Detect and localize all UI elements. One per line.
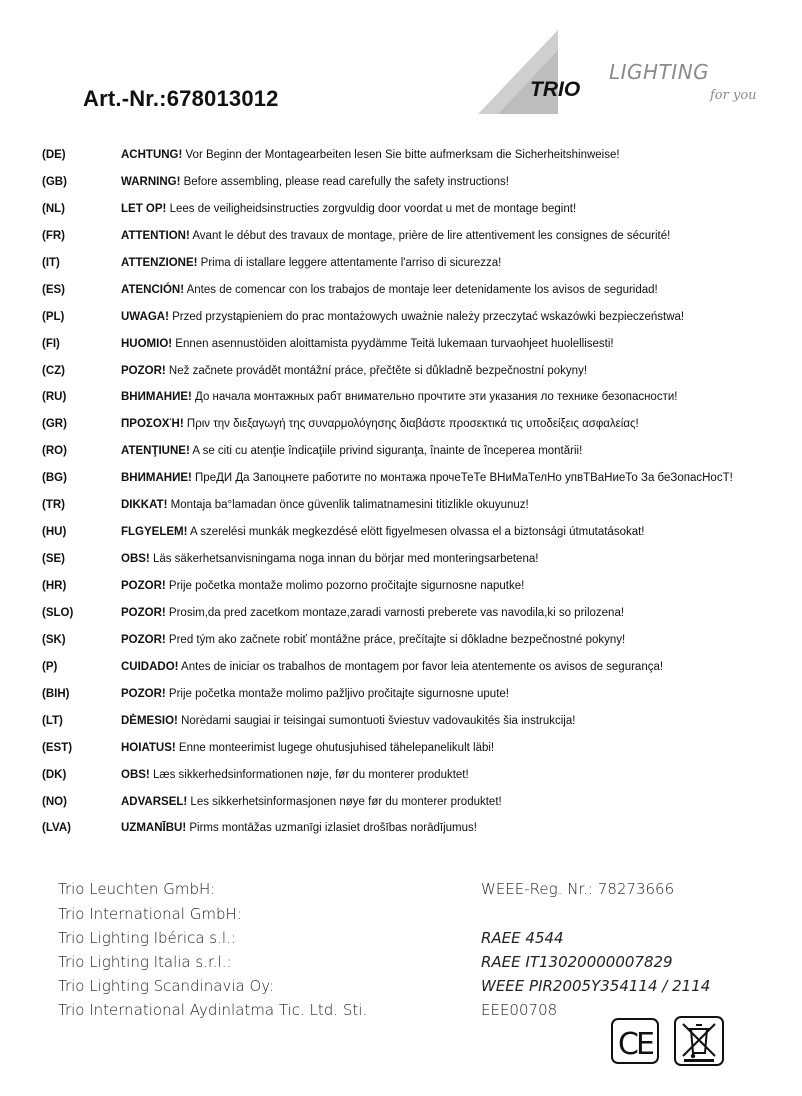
language-code: (FR) <box>42 229 65 242</box>
warning-row <box>42 738 782 765</box>
trio-lighting-logo <box>472 28 772 118</box>
warning-message <box>121 307 684 327</box>
warning-message <box>121 387 677 407</box>
warning-text: Læs sikkerhedsinformationen nøje, før du monterer produktet! <box>149 768 469 781</box>
warning-message <box>121 738 494 758</box>
warning-text: Przed przystąpieniem do prac montażowych uważnie należy przeczytać wskazówki bezpieczeństwa! <box>168 310 685 323</box>
warning-text: Prije početka montaže molimo pozorno pročitajte sigurnosne naputke! <box>165 580 525 592</box>
warning-keyword: POZOR! <box>121 364 166 377</box>
language-code: (NO) <box>42 795 67 808</box>
warning-text: A szerelési munkák megkezdésé elött figyelmesen olvassa el a biztonsági útmutatásokat! <box>187 526 645 539</box>
language-code: (P) <box>42 660 58 673</box>
warning-row <box>42 172 782 199</box>
warning-text: До начала монтажных рабт внимательно прочтите эти указания ло технике безопасности! <box>191 391 678 404</box>
warning-row <box>42 792 782 819</box>
language-code: (SLO) <box>42 606 74 619</box>
warning-text: Πριν την διεξαγωγή της συναρμολόγησης διαβάστε προσεκτικά τις υποδείξεις ασφαλείας! <box>183 418 639 431</box>
warning-message <box>121 684 509 704</box>
warning-row <box>42 495 782 522</box>
warning-row <box>42 657 782 684</box>
warning-keyword: ВНИМАНИЕ! <box>121 391 192 404</box>
company-name: Trio International Aydinlatma Tic. Ltd. Sti. <box>58 1001 368 1019</box>
logo-trio-text: TRIO <box>530 78 581 101</box>
warning-row <box>42 522 782 549</box>
language-code: (TR) <box>42 499 65 512</box>
warning-keyword: POZOR! <box>121 580 166 592</box>
language-code: (BIH) <box>42 687 70 700</box>
warning-text: Enne monteerimist lugege ohutusjuhised tähelepanelikult läbi! <box>175 741 495 754</box>
warning-message <box>121 199 576 219</box>
warning-keyword: UWAGA! <box>121 310 169 323</box>
warning-text: Avant le début des travaux de montage, prière de lire attentivement les consignes de sécurité! <box>189 229 671 242</box>
warning-row <box>42 684 782 711</box>
article-label: Art.-Nr.: <box>83 86 167 111</box>
warning-keyword: LET OP! <box>121 202 167 215</box>
warning-keyword: POZOR! <box>121 606 166 619</box>
warning-keyword: OBS! <box>121 768 150 781</box>
warning-keyword: ATTENZIONE! <box>121 256 198 269</box>
warning-keyword: FLGYELEM! <box>121 526 188 539</box>
warning-message <box>121 711 575 731</box>
warning-message <box>121 253 501 273</box>
warning-text: Pred tým ako začnete robiť montážne práce, prečítajte si dôkladne bezpečnostné pokyny! <box>165 633 626 646</box>
warning-message <box>121 657 663 677</box>
warning-keyword: ACHTUNG! <box>121 149 183 161</box>
certification-marks <box>611 1015 741 1067</box>
warning-keyword: HUOMIO! <box>121 337 173 350</box>
logo-lighting-text: LIGHTING <box>609 60 710 84</box>
warning-message <box>121 495 529 515</box>
warning-message <box>121 441 582 461</box>
language-code: (SK) <box>42 633 66 646</box>
warning-message <box>121 818 477 838</box>
warning-keyword: UZMANĪBU! <box>121 822 187 835</box>
raee-it-number: RAEE IT13020000007829 <box>481 953 673 971</box>
language-code: (RO) <box>42 445 67 458</box>
ce-mark-icon <box>612 1019 658 1063</box>
warning-text: ПреДИ Да Запоцнете работите по монтажа прочеТеТе ВНиМаТелНо упвТВаНиеТо За беЗопасНосТ! <box>191 472 733 485</box>
warning-text: Antes de comencar con los trabajos de montaje leer detenidamente los avisos de seguridad! <box>184 283 658 296</box>
warning-message <box>121 334 614 354</box>
language-code: (ES) <box>42 283 65 296</box>
warning-keyword: ATTENTION! <box>121 229 190 242</box>
warning-message <box>121 468 733 488</box>
warning-text: Vor Beginn der Montagearbeiten lesen Sie bitte aufmerksam die Sicherheitshinweise! <box>182 149 620 161</box>
warning-message <box>121 765 469 785</box>
language-code: (NL) <box>42 202 65 215</box>
logo-tagline-text: for you <box>710 88 757 103</box>
language-code: (GR) <box>42 418 67 431</box>
language-code: (FI) <box>42 337 60 350</box>
warning-keyword: ВНИМАНИЕ! <box>121 472 192 485</box>
language-code: (GB) <box>42 175 67 188</box>
warning-row <box>42 549 782 576</box>
warning-text: Prije početka montaže molimo pažljivo pročitajte sigurnosne upute! <box>165 687 509 700</box>
language-code: (HR) <box>42 580 67 592</box>
warning-keyword: POZOR! <box>121 687 166 700</box>
warning-row <box>42 711 782 738</box>
warning-row <box>42 307 782 334</box>
warning-keyword: ΠΡΟΣΟΧΉ! <box>121 418 184 431</box>
language-code: (LVA) <box>42 822 71 835</box>
article-number-heading <box>83 86 279 112</box>
warning-text: Prosim,da pred zacetkom montaze,zaradi varnosti preberete vas navodila,ki so prilozena! <box>165 606 625 619</box>
language-code: (DE) <box>42 149 66 161</box>
warning-message <box>121 361 587 381</box>
warning-row <box>42 818 782 845</box>
warning-message <box>121 792 502 812</box>
language-code: (CZ) <box>42 364 65 377</box>
warning-row <box>42 145 782 172</box>
warning-keyword: WARNING! <box>121 175 181 188</box>
warning-row <box>42 199 782 226</box>
language-code: (SE) <box>42 553 65 566</box>
warning-text: Antes de iniciar os trabalhos de montagem por favor leia atentemente os avisos de segurança! <box>178 660 664 673</box>
company-name: Trio Leuchten GmbH: <box>58 880 216 898</box>
warning-row <box>42 576 782 603</box>
weee-fi-number: WEEE PIR2005Y354114 / 2114 <box>481 977 711 995</box>
language-code: (RU) <box>42 391 67 404</box>
warning-row <box>42 253 782 280</box>
warning-row <box>42 280 782 307</box>
warning-row <box>42 441 782 468</box>
warning-row <box>42 361 782 388</box>
warning-message <box>121 145 620 165</box>
warning-row <box>42 387 782 414</box>
article-number: 678013012 <box>166 86 279 111</box>
warning-text: Montaja ba°lamadan önce güvenlik talimatnamesini titizlikle okuyunuz! <box>167 499 529 512</box>
company-name: Trio Lighting Italia s.r.l.: <box>58 953 232 971</box>
company-name: Trio International GmbH: <box>58 905 242 923</box>
warning-message <box>121 576 524 596</box>
warning-row <box>42 226 782 253</box>
warning-message <box>121 280 658 300</box>
weee-crossed-bin-icon <box>675 1017 723 1065</box>
warning-text: Lees de veiligheidsinstructies zorgvuldig door voordat u met de montage begint! <box>166 202 577 215</box>
warning-text: Prima di istallare leggere attentamente l'arriso di sicurezza! <box>197 256 502 269</box>
company-name: Trio Lighting Ibérica s.l.: <box>58 929 236 947</box>
language-code: (DK) <box>42 768 67 781</box>
language-code: (LT) <box>42 714 63 727</box>
warning-text: Norėdami saugiai ir teisingai sumontuoti šviestuv vadovaukités šia instrukcija! <box>177 714 576 727</box>
warning-row <box>42 765 782 792</box>
safety-warning-list <box>42 145 782 845</box>
warning-row <box>42 630 782 657</box>
language-code: (EST) <box>42 741 73 754</box>
warning-keyword: ATENCIÓN! <box>121 283 185 296</box>
warning-message <box>121 549 538 569</box>
warning-text: Läs säkerhetsanvisningama noga innan du börjar med monteringsarbetena! <box>149 553 539 566</box>
warning-message <box>121 603 624 623</box>
warning-message <box>121 630 625 650</box>
warning-keyword: ATENŢIUNE! <box>121 445 190 458</box>
eee-tr-number: EEE00708 <box>481 1001 558 1019</box>
warning-keyword: OBS! <box>121 553 150 566</box>
weee-reg-number: WEEE-Reg. Nr.: 78273666 <box>481 880 675 898</box>
warning-keyword: ADVARSEL! <box>121 795 188 808</box>
warning-keyword: DIKKAT! <box>121 499 168 512</box>
warning-text: Ennen asennustöiden aloittamista pyydämme Teitä lukemaan turvaohjeet huolellisesti! <box>172 337 614 350</box>
company-name: Trio Lighting Scandinavia Oy: <box>58 977 275 995</box>
raee-es-number: RAEE 4544 <box>481 929 564 947</box>
warning-keyword: HOIATUS! <box>121 741 176 754</box>
warning-row <box>42 468 782 495</box>
warning-text: Pirms montāžas uzmanīgi izlasiet drošības norādījumus! <box>186 822 477 835</box>
language-code: (HU) <box>42 526 67 539</box>
warning-text: Les sikkerhetsinformasjonen nøye før du monterer produktet! <box>187 795 502 808</box>
warning-row <box>42 603 782 630</box>
warning-message <box>121 172 509 192</box>
warning-message <box>121 522 645 542</box>
warning-message <box>121 226 670 246</box>
ce-mark-text: CE <box>618 1027 652 1062</box>
warning-row <box>42 334 782 361</box>
language-code: (BG) <box>42 472 67 485</box>
warning-keyword: POZOR! <box>121 633 166 646</box>
language-code: (PL) <box>42 310 65 323</box>
language-code: (IT) <box>42 256 60 269</box>
warning-keyword: DĖMESIO! <box>121 714 178 727</box>
warning-text: Before assembling, please read carefully the safety instructions! <box>180 175 509 188</box>
warning-row <box>42 414 782 441</box>
warning-keyword: CUIDADO! <box>121 660 179 673</box>
warning-text: A se citi cu atenţie îndicaţiile privind siguranţa, înainte de începerea montării! <box>189 445 583 458</box>
warning-message <box>121 414 639 434</box>
warning-text: Než začnete provádět montážní práce, přečtěte si důkladně bezpečnostní pokyny! <box>165 364 588 377</box>
